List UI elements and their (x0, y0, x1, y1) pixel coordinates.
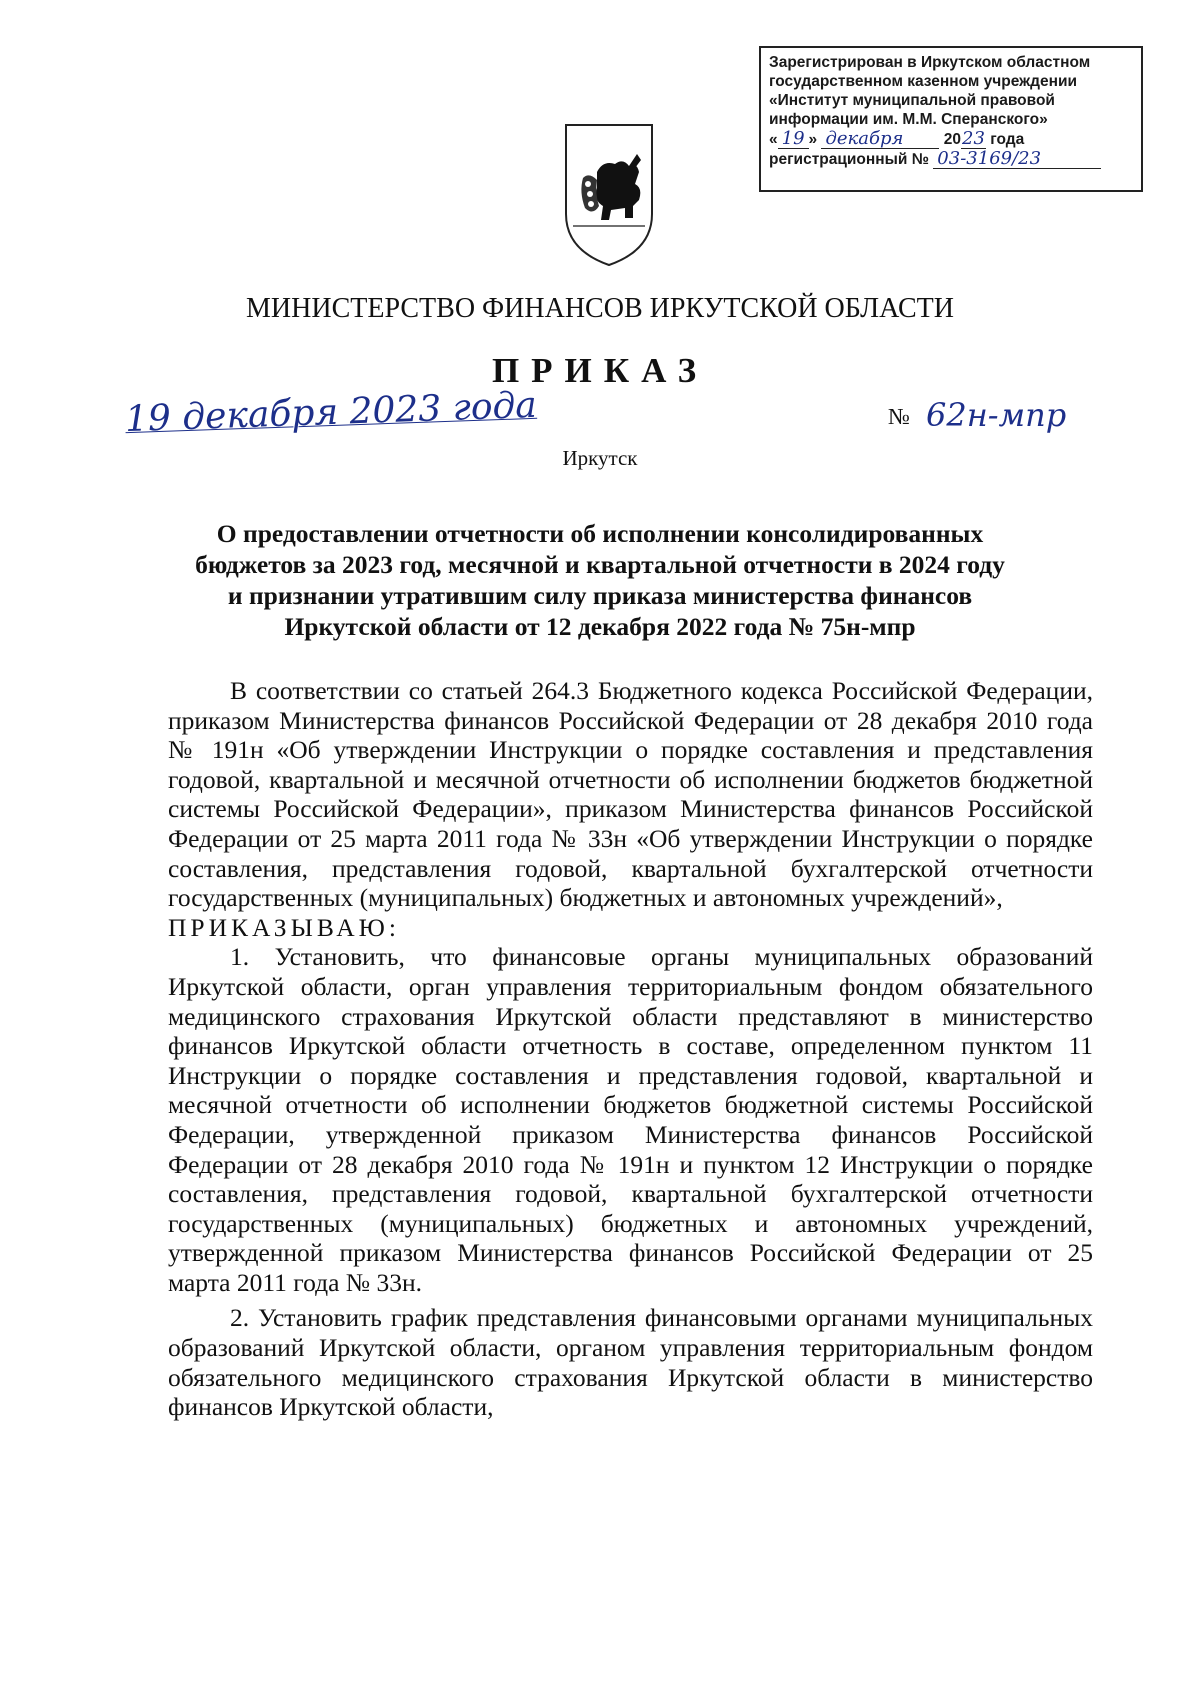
stamp-month: декабря (821, 129, 939, 149)
stamp-date-row (769, 129, 1133, 149)
registration-stamp (759, 46, 1143, 192)
subject-line: бюджетов за 2023 год, месячной и квартальной отчетности в 2024 году (195, 550, 1005, 579)
coat-of-arms-icon (563, 122, 655, 268)
ministry-name: МИНИСТЕРСТВО ФИНАНСОВ ИРКУТСКОЙ ОБЛАСТИ (246, 293, 954, 324)
stamp-line: государственном казенном учреждении (769, 73, 1078, 90)
city: Иркутск (562, 446, 638, 470)
stamp-line: информации им. М.М. Сперанского» (769, 111, 1048, 128)
stamp-line: Зарегистрирован в Иркутском областном (769, 54, 1091, 71)
subject-line: Иркутской области от 12 декабря 2022 года № 75н-мпр (284, 612, 916, 641)
item-2-paragraph: 2. Установить график представления финансовыми органами муниципальных образований Иркутской области, органом управления территориальным фондом обязательного медицинского страхования Иркутской области в министерство финансов Иркутской области, (168, 1303, 1093, 1422)
subject-line: и признании утратившим силу приказа министерства финансов (227, 581, 973, 610)
handwritten-order-number: 62н-мпр (926, 396, 1067, 434)
order-body (168, 676, 1093, 1422)
order-subject (150, 518, 1050, 642)
orders-keyword: ПРИКАЗЫВАЮ: (168, 912, 400, 942)
stamp-day: 19 (778, 129, 809, 149)
stamp-reg-label: регистрационный № (769, 151, 929, 168)
stamp-year-suffix: 23 (962, 128, 985, 149)
stamp-line: «Институт муниципальной правовой (769, 92, 1055, 109)
number-prefix: № (888, 404, 910, 429)
preamble-paragraph: В соответствии со статьей 264.3 Бюджетного кодекса Российской Федерации, приказом Министерства финансов Российской Федерации от 28 декабря 2010 года № 191н «Об утверждении Инструкции о порядке составления и представления годовой, квартальной и месячной отчетности об исполнении бюджетов бюджетной системы Российской Федерации», приказом Министерства финансов Российской Федерации от 25 марта 2011 года № 33н «Об утверждении Инструкции о порядке составления, представления годовой, квартальной бухгалтерской отчетности государственных (муниципальных) бюджетных и автономных учреждений», (168, 676, 1093, 913)
document-title: ПРИКАЗ (491, 351, 709, 390)
handwritten-date: 19 декабря 2023 года (124, 384, 538, 441)
stamp-reg-row (769, 149, 1133, 169)
stamp-quote-close: » (808, 131, 818, 148)
stamp-quote-open: « (769, 131, 778, 148)
subject-line: О предоставлении отчетности об исполнении консолидированных (216, 519, 984, 548)
stamp-year-prefix: 20 (943, 131, 962, 148)
stamp-year-word: года (990, 131, 1025, 148)
item-1-paragraph: 1. Установить, что финансовые органы муниципальных образований Иркутской области, орган управления территориальным фондом обязательного медицинского страхования Иркутской области представляют в министерство финансов Иркутской области отчетность в составе, определенном пунктом 11 Инструкции о порядке составления и представления годовой, квартальной и месячной отчетности об исполнении бюджетов бюджетной системы Российской Федерации, утвержденной приказом Министерства финансов Российской Федерации от 28 декабря 2010 года № 191н и пунктом 12 Инструкции о порядке составления, представления годовой, квартальной бухгалтерской отчетности государственных (муниципальных) бюджетных и автономных учреждений, утвержденной приказом Министерства финансов Российской Федерации от 25 марта 2011 года № 33н. (168, 942, 1093, 1297)
stamp-reg-number: 03-3169/23 (933, 149, 1101, 169)
